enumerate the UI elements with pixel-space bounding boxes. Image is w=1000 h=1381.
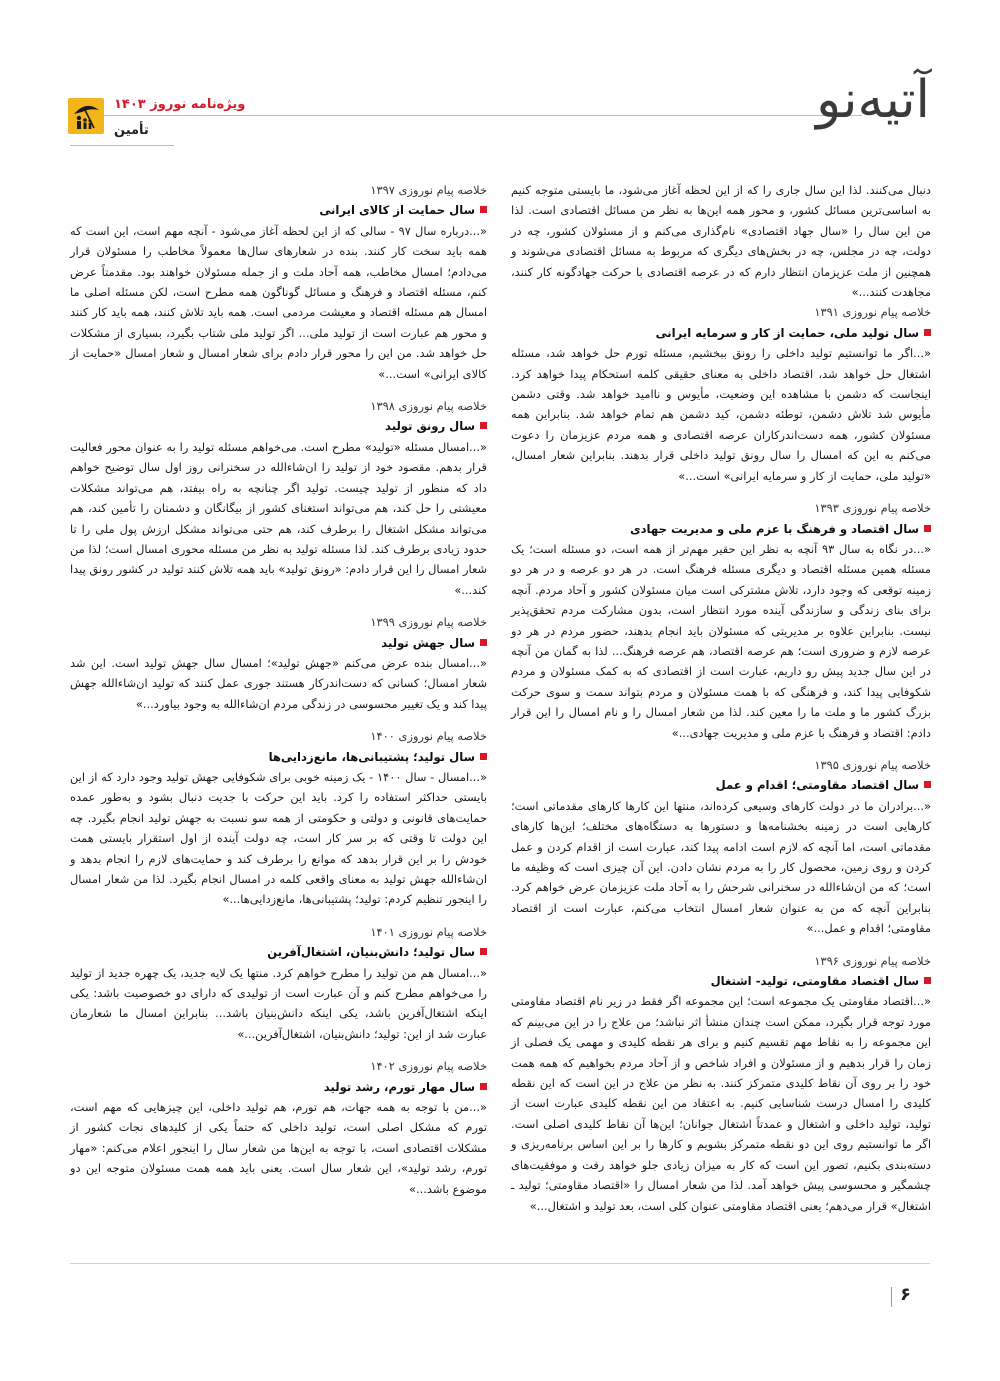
bullet-square-icon bbox=[480, 206, 487, 213]
block-subtitle: سال تولید ملی، حمایت از کار و سرمایه ایرانی bbox=[511, 323, 931, 343]
message-block bbox=[511, 498, 931, 743]
bullet-square-icon bbox=[924, 781, 931, 788]
block-subtitle: سال جهش تولید bbox=[70, 633, 487, 653]
bullet-square-icon bbox=[924, 329, 931, 336]
block-title: خلاصه پیام نوروزی ۱۳۹۶ bbox=[814, 953, 931, 968]
message-block bbox=[70, 726, 487, 910]
block-title: خلاصه پیام نوروزی ۱۴۰۰ bbox=[370, 729, 487, 744]
bullet-square-icon bbox=[924, 977, 931, 984]
intro-text: دنبال می‌کنند. لذا این سال جاری را که از این لحظه آغاز می‌شود، ما بایستی متوجه کنیم به اساسی‌ترین مسائل کشور، و محور همه این‌ها به نظر من مسائل اقتصادی است. لذا من این سال را «سال جهاد اقتصادی» نام‌گذاری می‌کنم و از مسئولان کشور، چه در دولت، چه در مجلس، چه در بخش‌های دیگری که مربوط به مسائل اقتصادی می‌شوند و همچنین از ملت عزیزمان انتظار دارم که در عرصه اقتصادی با حرکت جهادگونه کار کنند، مجاهدت کنند...» bbox=[511, 183, 931, 300]
umbrella-family-icon bbox=[68, 98, 104, 134]
block-subtitle: سال اقتصاد مقاومتی، تولید- اشتغال bbox=[511, 971, 931, 991]
block-body: «...امسال بنده عرض می‌کنم «جهش تولید»؛ امسال سال جهش تولید است. این شد شعار امسال؛ کسانی که دست‌اندرکار هستند جوری عمل کنند که تولید ان‌شاءالله جهش پیدا کند و یک تغییر محسوسی در زندگی مردم ان‌شاءالله به وجود بیاورد...» bbox=[70, 655, 487, 711]
message-block bbox=[511, 951, 931, 1216]
block-title: خلاصه پیام نوروزی ۱۳۹۳ bbox=[814, 501, 931, 516]
block-subtitle: سال تولید؛ دانش‌بنیان، اشتغال‌آفرین bbox=[70, 942, 487, 962]
message-block bbox=[511, 302, 931, 486]
block-body: «...امسال هم من تولید را مطرح خواهم کرد. منتها یک لایه جدید، یک چهره جدید از تولید را می‌خواهم مطرح کنم و آن عبارت است از تولیدی که دارای دو خصوصیت باشد: یکی اینکه اشتغال‌آفرین باشد، یکی اینکه دانش‌بنیان باشد... بنابراین امسال ما شعارمان عبارت شد از این: تولید؛ دانش‌بنیان، اشتغال‌آفرین...» bbox=[70, 965, 487, 1041]
block-body: «...من با توجه به همه جهات، هم تورم، هم تولید داخلی، این چیزهایی که مهم است، تورم که مشکل اصلی است، تولید داخلی که حتماً یکی از کلیدهای نجات کشور از مشکلات اقتصادی است، با توجه به این‌ها من شعار سال را اینجور اعلام می‌کنم: «مهار تورم، رشد تولید»، این شعار سال است. یعنی باید همه همت مسئولان متوجه این دو موضوع باشد...» bbox=[70, 1100, 487, 1196]
message-block bbox=[70, 396, 487, 600]
message-block bbox=[511, 755, 931, 939]
right-column bbox=[511, 180, 931, 1228]
block-subtitle: سال اقتصاد مقاومتی؛ اقدام و عمل bbox=[511, 775, 931, 795]
block-subtitle: سال اقتصاد و فرهنگ با عزم ملی و مدیریت جهادی bbox=[511, 519, 931, 539]
bullet-square-icon bbox=[480, 948, 487, 955]
page-number: ۶ bbox=[900, 1284, 911, 1305]
issue-label: ویژه‌نامه نوروز ۱۴۰۳ bbox=[114, 97, 246, 112]
footer-rule bbox=[70, 1263, 930, 1264]
message-block bbox=[70, 180, 487, 384]
header-rule bbox=[70, 115, 862, 116]
bullet-square-icon bbox=[924, 525, 931, 532]
block-title: خلاصه پیام نوروزی ۱۳۹۵ bbox=[814, 757, 931, 772]
bullet-square-icon bbox=[480, 1083, 487, 1090]
block-body: «...اگر ما توانستیم تولید داخلی را رونق ببخشیم، مسئله تورم حل خواهد شد، مسئله اشتغال حل خواهد شد، اقتصاد داخلی به معنای حقیقی کلمه استحکام پیدا خواهد کرد. اینجاست که دشمن با مشاهده این وضعیت، مأیوس و ناامید خواهد شد. وقتی دشمن مأیوس شد تلاش دشمن، توطئه دشمن، کید دشمن هم تمام خواهد شد. بنابراین همه مسئولان کشور، همه دست‌اندرکاران عرصه اقتصادی و همه مردم عزیزمان را دعوت می‌کنم به این که امسال را سال رونق تولید داخلی قرار بدهند. بنابراین شعار امسال، «تولید ملی، حمایت از کار و سرمایه ایرانی» است...» bbox=[511, 346, 931, 483]
brand-logo: آتیه‌نو bbox=[816, 70, 930, 130]
block-title: خلاصه پیام نوروزی ۱۴۰۲ bbox=[370, 1059, 487, 1074]
message-block bbox=[70, 922, 487, 1044]
header-rule-short bbox=[70, 145, 174, 146]
block-body: «...در نگاه به سال ۹۳ آنچه به نظر این حقیر مهم‌تر از همه است، دو مسئله است؛ یک مسئله همین مسئله اقتصاد و دیگری مسئله فرهنگ است. در هر دو عرصه و در هر دو زمینه توقعی که وجود دارد، تلاش مشترکی است میان مسئولان کشور و آحاد مردم. آنچه برای بنای زندگی و سازندگی آینده مورد انتظار است، بدون مشارکت مردم تحقق‌پذیر نیست. بنابراین علاوه بر مدیریتی که مسئولان باید انجام بدهند، حضور مردم در هر دو عرصه لازم و ضروری است؛ هم عرصه اقتصاد، هم عرصه فرهنگ... لذا به گمان من آنچه در این سال جدید پیش رو داریم، عبارت است از اقتصادی که به کمک مسئولان و مردم شکوفایی پیدا کند، و فرهنگی که با همت مسئولان و مردم بتواند سمت و سوی حرکت بزرگ کشور ما و ملت ما را معین کند. لذا من شعار امسال را و نام امسال را این قرار دادم: اقتصاد و فرهنگ با عزم ملی و مدیریت جهادی...» bbox=[511, 541, 932, 740]
block-title: خلاصه پیام نوروزی ۱۳۹۷ bbox=[370, 183, 487, 197]
block-body: «...اقتصاد مقاومتی یک مجموعه است؛ این مجموعه اگر فقط در زیر نام اقتصاد مقاومتی مورد توجه قرار بگیرد، ممکن است چندان منشأ اثر نباشد؛ من علاج را در این می‌بینم که این مجموعه را به نقاط مهم تقسیم کنیم و برای هر نقطه کلیدی و مهمی یک فصلی از زمان را قرار بدهیم و از مسئولان و افراد شاخص و از آحاد مردم بخواهیم که همه همت خود را بر روی آن نقاط کلیدی متمرکز کنند. به نظر من علاج در این است که این نقطه کلیدی را امسال درست شناسایی کنیم. به اعتقاد من این نقطه کلیدی عبارت است از تولید، تولید داخلی و اشتغال و عمدتاً اشتغال جوانان؛ این‌ها آن نقاط کلیدی اصلی است. اگر ما توانستیم روی این دو نقطه متمرکز بشویم و کارها را بر این اساس برنامه‌ریزی و دسته‌بندی بکنیم، تصور این است که کار به میزان زیادی جلو خواهد رفت و موفقیت‌های چشمگیر و محسوسی پیش خواهد آمد. لذا من شعار امسال را «اقتصاد مقاومتی؛ تولید ـ اشتغال» قرار می‌دهم؛ یعنی اقتصاد مقاومتی عنوان کلی است، بعد تولید و اشتغال...» bbox=[511, 994, 931, 1213]
block-subtitle: سال حمایت از کالای ایرانی bbox=[70, 200, 487, 220]
bullet-square-icon bbox=[480, 639, 487, 646]
block-body: «...امسال - سال ۱۴۰۰ - یک زمینه خوبی برای شکوفایی جهش تولید وجود دارد که از این بایستی حداکثر استفاده را کرد. باید این حرکت با جدیت دنبال بشود و به‌طور عمده حمایت‌های قانونی و دولتی و حکومتی از همه سو نسبت به جهش تولید انجام بگیرد. چه این دولت تا وقتی که بر سر کار است، چه دولت آینده از اول استقرار بایستی همت خودش را بر این قرار بدهد که موانع را برطرف کند و حمایت‌های لازم را انجام بدهد و ان‌شاءالله جهش تولید به معنای واقعی کلمه در امسال انجام بگیرد. لذا من شعار امسال را اینجور تنظیم کردم: تولید؛ پشتیبانی‌ها، مانع‌زدایی‌ها...» bbox=[70, 769, 487, 907]
block-body: «...برادران ما در دولت کارهای وسیعی کرده‌اند، منتها این کارها کارهای مقدماتی است؛ کارهایی است در زمینه بخشنامه‌ها و دستورها به دستگاه‌های مختلف؛ این‌ها کارهای مقدماتی است، اما آنچه که لازم است ادامه پیدا کند، عبارت است از اقدام کردن و عمل کردن و روی زمین، محصول کار را به مردم نشان دادن. این آن چیزی است که وظیفه ما است؛ که من ان‌شاءالله در سخنرانی شرحش را به آحاد ملت عزیزمان عرض خواهم کرد. بنابراین آنچه که من به عنوان شعار امسال انتخاب می‌کنم، عبارت است از اقتصاد مقاومتی؛ اقدام و عمل...» bbox=[511, 798, 931, 936]
bullet-square-icon bbox=[480, 753, 487, 760]
section-label: تأمین bbox=[114, 123, 149, 138]
block-body: «...درباره سال ۹۷ - سالی که از این لحظه آغاز می‌شود - آنچه مهم است، این است که همه باید سخت کار کنند. بنده در شعارهای سال‌ها معمولاً مخاطب را مسئولان قرار می‌دادم؛ امسال مخاطب، همه آحاد ملت و از جمله مسئولان خواهند بود. مقدمتاً عرض کنم، مسئله اقتصاد و فرهنگ و مسائل گوناگون همه مطرح است، لکن مسئله اصلی ما امسال هم مسئله اقتصاد و معیشت مردمی است. همه باید تلاش کنند، همه باید کار کنند و محور هم عبارت است از تولید ملی... اگر تولید ملی شتاب بگیرد، بسیاری از مشکلات حل خواهد شد. من این را محور قرار دادم برای شعار امسال و شعار امسال «حمایت از کالای ایرانی» است...» bbox=[70, 223, 488, 381]
block-subtitle: سال رونق تولید bbox=[70, 416, 487, 436]
block-subtitle: سال مهار تورم، رشد تولید bbox=[70, 1077, 487, 1097]
page-number-separator bbox=[891, 1287, 892, 1307]
block-title: خلاصه پیام نوروزی ۱۳۹۹ bbox=[370, 615, 487, 630]
message-block bbox=[70, 1056, 487, 1199]
page-header bbox=[0, 0, 1000, 160]
block-subtitle: سال تولید؛ پشتیبانی‌ها، مانع‌زدایی‌ها bbox=[70, 747, 487, 767]
message-block bbox=[70, 612, 487, 714]
left-column bbox=[70, 180, 487, 1211]
block-title: خلاصه پیام نوروزی ۱۴۰۱ bbox=[370, 924, 487, 939]
block-body: «...امسال مسئله «تولید» مطرح است. می‌خواهم مسئله تولید را به عنوان محور فعالیت قرار بدهم. مقصود خود از تولید را ان‌شاءالله در سخنرانی روز اول سال توضیح خواهم داد که منظور از تولید چیست. تولید اگر چنانچه به راه بیفتد، هم می‌تواند مشکلات معیشتی را حل کند، هم می‌تواند استغنای کشور از بیگانگان و دشمنان را تأمین کند، هم می‌تواند مشکل اشتغال را برطرف کند، هم حتی می‌تواند مشکل ارزش پول ملی را تا حدود زیادی برطرف کند. لذا مسئله تولید به نظر من مسئله محوری امسال است؛ لذا من شعار امسال را این قرار دادم: «رونق تولید» باید همه تلاش کنند تولید در کشور رونق پیدا کند...» bbox=[70, 439, 487, 597]
block-title: خلاصه پیام نوروزی ۱۳۹۱ bbox=[814, 305, 931, 320]
block-title: خلاصه پیام نوروزی ۱۳۹۸ bbox=[370, 399, 487, 414]
bullet-square-icon bbox=[480, 422, 487, 429]
